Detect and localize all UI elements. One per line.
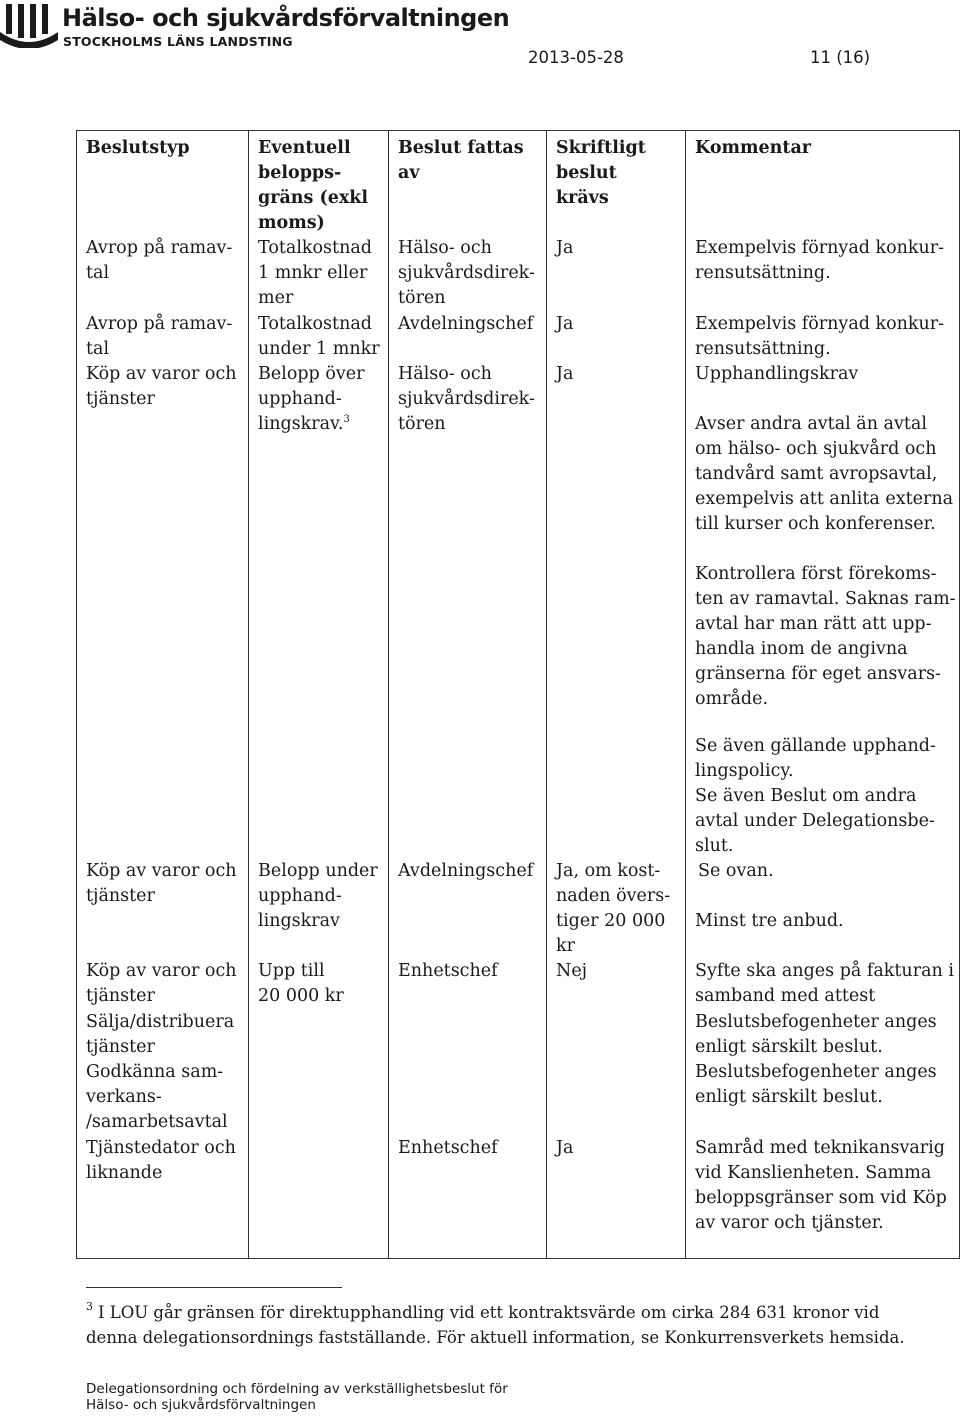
footnote-ref: 3 (343, 414, 350, 426)
table-cell: Upp till 20 000 kr (258, 961, 344, 1006)
table-cell: Exempelvis förnyad konkur- rensutsättning. (695, 238, 945, 283)
table-cell: Syfte ska anges på fakturan i samband med attest (695, 961, 954, 1006)
table-cell: Avdelningschef (398, 314, 534, 334)
table-cell: Köp av varor och tjänster (86, 364, 237, 409)
table-cell: Se även gällande upphand- lingspolicy. Se även Beslut om andra avtal under Delegationsbe- slut. (695, 736, 936, 856)
table-cell: Samråd med teknikansvarig vid Kanslienheten. Samma beloppsgränser som vid Köp av varor och tjänster. (695, 1138, 947, 1233)
table-cell: Beslutsbefogenheter anges enligt särskilt beslut. (695, 1062, 937, 1107)
org-name: Hälso- och sjukvårdsförvaltningen (62, 4, 510, 32)
footnote-separator (86, 1287, 342, 1288)
table-cell: Hälso- och sjukvårdsdirek- tören (398, 238, 535, 308)
table-cell: Köp av varor och tjänster (86, 861, 237, 906)
table-cell: Se ovan. (698, 861, 774, 881)
footer-line-2: Hälso- och sjukvårdsförvaltningen (86, 1397, 316, 1413)
table-cell: Godkänna sam- verkans- /samarbetsavtal (86, 1062, 228, 1132)
table-cell: Avser andra avtal än avtal om hälso- och sjukvård och tandvård samt avropsavtal, exempelvis att anlita externa till kurser och konferenser. (695, 414, 954, 534)
table-cell: Avrop på ramav- tal (86, 314, 233, 359)
table-cell: Upphandlingskrav (695, 364, 859, 384)
footer-line-1: Delegationsordning och fördelning av verkställighetsbeslut för (86, 1381, 508, 1397)
page-number: 11 (16) (810, 48, 871, 67)
org-subtitle: STOCKHOLMS LÄNS LANDSTING (63, 34, 293, 49)
table-cell: Minst tre anbud. (695, 911, 844, 931)
table-cell: Ja (556, 238, 574, 258)
header-beslut-fattas: Beslut fattas av (398, 138, 524, 183)
table-cell: Hälso- och sjukvårdsdirek- tören (398, 364, 535, 434)
table-cell: Beslutsbefogenheter anges enligt särskilt beslut. (695, 1012, 937, 1057)
table-cell: Enhetschef (398, 1138, 498, 1158)
table-cell: Enhetschef (398, 961, 498, 981)
table-cell: Ja (556, 1138, 574, 1158)
header-beloppsgrans: Eventuell belopps- gräns (exkl moms) (258, 138, 369, 233)
table-cell: Totalkostnad under 1 mnkr (258, 314, 380, 359)
table-cell: Köp av varor och tjänster (86, 961, 237, 1006)
document-date: 2013-05-28 (528, 48, 624, 67)
footnote-line: I LOU går gränsen för direktupphandling vid ett kontraktsvärde om cirka 284 631 kronor vid (98, 1303, 880, 1322)
table-cell: Kontrollera först förekoms- ten av ramavtal. Saknas ram- avtal har man rätt att upp- handla inom de angivna gränserna för eget ansvars- område. (695, 564, 956, 709)
header-kommentar: Kommentar (695, 138, 812, 158)
table-cell: Nej (556, 961, 588, 981)
footnote-line: denna delegationsordnings fastställande. För aktuell information, se Konkurrensverkets hemsida. (86, 1328, 905, 1347)
footnote-number: 3 (86, 1300, 93, 1313)
table-cell: Tjänstedator och liknande (86, 1138, 236, 1183)
table-cell: Avrop på ramav- tal (86, 238, 233, 283)
table-cell: Exempelvis förnyad konkur- rensutsättning. (695, 314, 945, 359)
table-cell: Belopp över upphand- lingskrav.$^3$ (258, 364, 365, 434)
table-cell: Ja, om kost- naden övers- tiger 20 000 kr (556, 861, 671, 956)
table-cell: Avdelningschef (398, 861, 534, 881)
table-cell: Totalkostnad 1 mnkr eller mer (258, 238, 372, 308)
footnote-text-wrap (86, 1300, 905, 1350)
table-cell: Belopp under upphand- lingskrav (258, 861, 378, 931)
header-skriftligt-beslut: Skriftligt beslut krävs (556, 138, 646, 208)
header-beslutstyp: Beslutstyp (86, 138, 190, 158)
table-cell: Sälja/distribuera tjänster (86, 1012, 235, 1057)
table-cell: Ja (556, 364, 574, 384)
table-cell: Ja (556, 314, 574, 334)
landsting-logo (0, 0, 58, 48)
